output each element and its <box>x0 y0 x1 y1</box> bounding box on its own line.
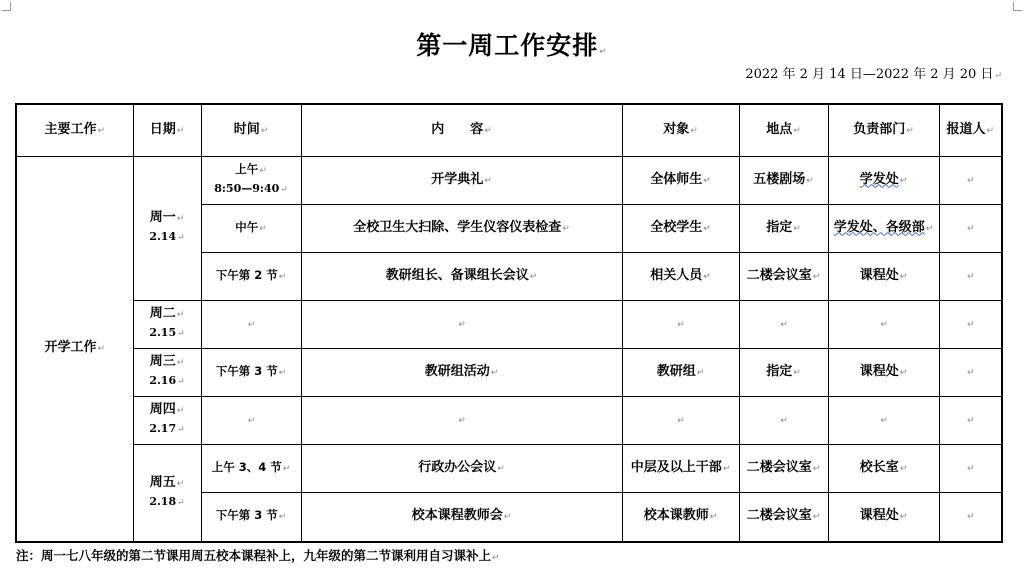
page-corner-mark <box>1013 2 1022 11</box>
table-header-row <box>16 104 1002 156</box>
time-cell: 下午第 3 节↵ <box>201 492 301 542</box>
place-cell: 五楼剧场↵ <box>739 156 828 204</box>
time-cell: 上午↵ 8:50—9:40↵ <box>201 156 301 204</box>
table-row <box>16 348 1002 396</box>
place-cell: 二楼会议室↵ <box>739 252 828 300</box>
table-row <box>16 300 1002 348</box>
target-cell: 校本课教师↵ <box>622 492 739 542</box>
table-row <box>16 396 1002 444</box>
date-cell: 周三↵ 2.16↵ <box>133 348 201 396</box>
dept-cell: 学发处、各级部↵ <box>828 204 939 252</box>
header-cell: 时间↵ <box>201 104 301 156</box>
time-cell: 上午 3、4 节↵ <box>201 444 301 492</box>
reporter-cell: ↵ <box>939 492 1002 542</box>
target-cell: 全体师生↵ <box>622 156 739 204</box>
schedule-table <box>15 103 1003 543</box>
reporter-cell: ↵ <box>939 300 1002 348</box>
place-cell: 二楼会议室↵ <box>739 444 828 492</box>
header-cell: 报道人↵ <box>939 104 1002 156</box>
table-row <box>16 444 1002 492</box>
date-range: 2022 年 2 月 14 日—2022 年 2 月 20 日↵ <box>745 67 1002 82</box>
content-cell: ↵ <box>301 396 622 444</box>
dept-cell: ↵ <box>828 300 939 348</box>
content-cell: 教研组活动↵ <box>301 348 622 396</box>
header-cell: 主要工作↵ <box>16 104 133 156</box>
dept-cell: 课程处↵ <box>828 252 939 300</box>
content-cell: 教研组长、备课组长会议↵ <box>301 252 622 300</box>
place-cell: 二楼会议室↵ <box>739 492 828 542</box>
content-cell: 开学典礼↵ <box>301 156 622 204</box>
dept-cell: 学发处↵ <box>828 156 939 204</box>
page-corner-mark <box>2 2 11 11</box>
time-cell: ↵ <box>201 396 301 444</box>
place-cell: 指定↵ <box>739 348 828 396</box>
date-cell: 周一↵ 2.14↵ <box>133 156 201 300</box>
date-cell: 周二↵ 2.15↵ <box>133 300 201 348</box>
target-cell: 中层及以上干部↵ <box>622 444 739 492</box>
dept-cell: ↵ <box>828 396 939 444</box>
content-cell: 校本课程教师会↵ <box>301 492 622 542</box>
document-title: 第一周工作安排↵ <box>416 31 608 60</box>
main-work-cell: 开学工作↵ <box>16 156 133 542</box>
reporter-cell: ↵ <box>939 252 1002 300</box>
date-cell: 周五↵ 2.18↵ <box>133 444 201 542</box>
reporter-cell: ↵ <box>939 396 1002 444</box>
footnote: 注：周一七八年级的第二节课用周五校本课程补上，九年级的第二节课利用自习课补上↵ <box>16 548 500 563</box>
header-cell: 日期↵ <box>133 104 201 156</box>
header-cell: 地点↵ <box>739 104 828 156</box>
reporter-cell: ↵ <box>939 348 1002 396</box>
table-row <box>16 156 1002 204</box>
header-cell: 对象↵ <box>622 104 739 156</box>
date-cell: 周四↵ 2.17↵ <box>133 396 201 444</box>
content-cell: 行政办公会议↵ <box>301 444 622 492</box>
time-cell: 下午第 2 节↵ <box>201 252 301 300</box>
place-cell: ↵ <box>739 300 828 348</box>
reporter-cell: ↵ <box>939 204 1002 252</box>
target-cell: 全校学生↵ <box>622 204 739 252</box>
target-cell: 教研组↵ <box>622 348 739 396</box>
place-cell: 指定↵ <box>739 204 828 252</box>
time-cell: 中午↵ <box>201 204 301 252</box>
content-cell: ↵ <box>301 300 622 348</box>
dept-cell: 校长室↵ <box>828 444 939 492</box>
content-cell: 全校卫生大扫除、学生仪容仪表检查↵ <box>301 204 622 252</box>
header-cell: 负责部门↵ <box>828 104 939 156</box>
dept-cell: 课程处↵ <box>828 492 939 542</box>
target-cell: 相关人员↵ <box>622 252 739 300</box>
reporter-cell: ↵ <box>939 156 1002 204</box>
dept-cell: 课程处↵ <box>828 348 939 396</box>
place-cell: ↵ <box>739 396 828 444</box>
time-cell: 下午第 3 节↵ <box>201 348 301 396</box>
target-cell: ↵ <box>622 396 739 444</box>
time-cell: ↵ <box>201 300 301 348</box>
reporter-cell: ↵ <box>939 444 1002 492</box>
target-cell: ↵ <box>622 300 739 348</box>
header-cell: 内 容↵ <box>301 104 622 156</box>
